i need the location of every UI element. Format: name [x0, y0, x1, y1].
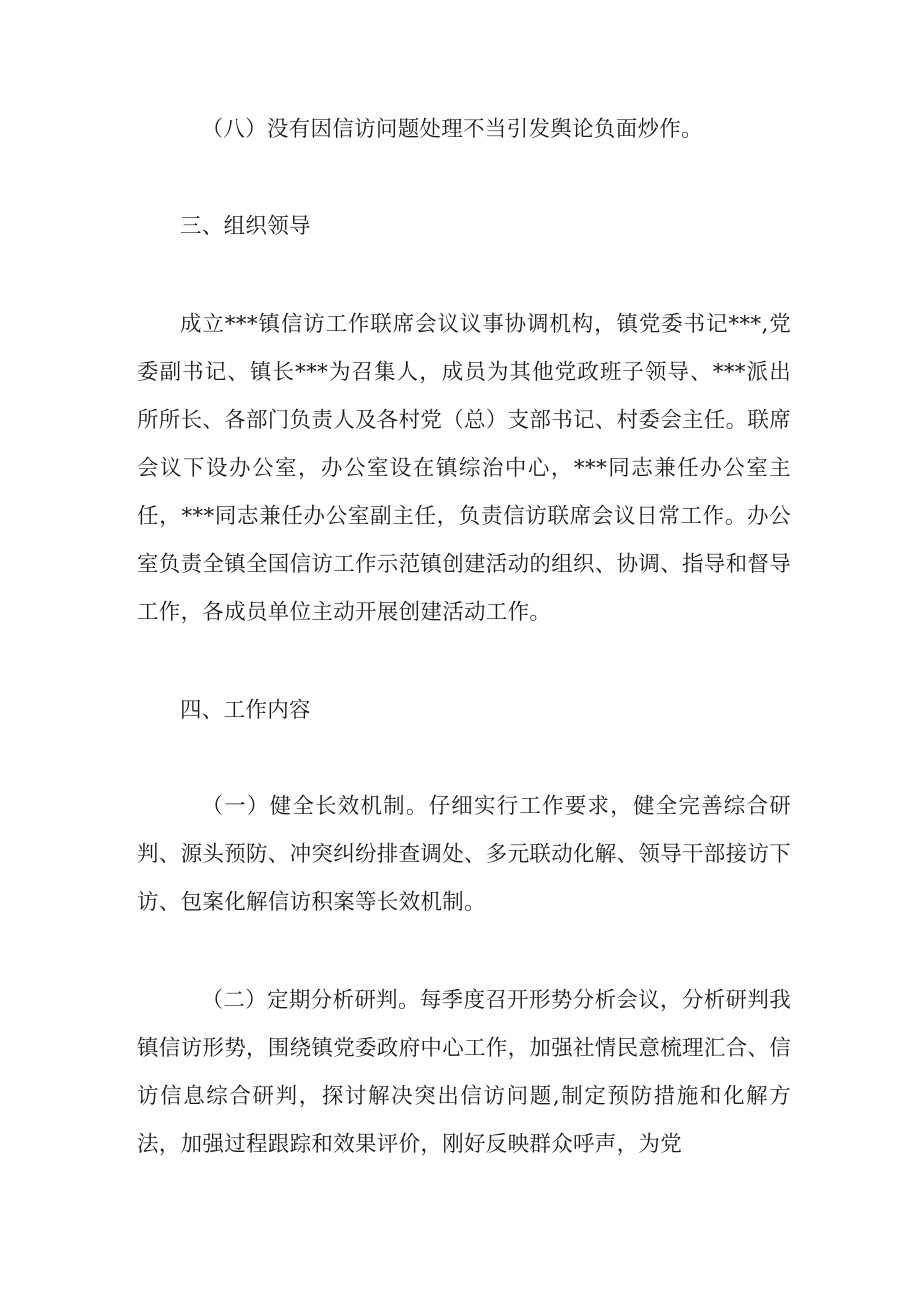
section-heading-work-content: 四、工作内容 — [180, 698, 311, 723]
paragraph-item-1: （一）健全长效机制。仔细实行工作要求，健全完善综合研判、源头预防、冲突纠纷排查调处、多元联动化解、领导干部接访下访、包案化解信访积案等长效机制。 — [137, 794, 792, 915]
paragraph-item-2: （二）定期分析研判。每季度召开形势分析会议，分析研判我镇信访形势，围绕镇党委政府中心工作，加强社情民意梳理汇合、信访信息综合研判，探讨解决突出信访问题,制定预防措施和化解方法，加强过程跟踪和效果评价，刚好反映群众呼声，为党 — [137, 988, 792, 1157]
paragraph-item-8: （八）没有因信访问题处理不当引发舆论负面炒作。 — [201, 117, 703, 142]
section-heading-organization: 三、组织领导 — [180, 214, 311, 239]
paragraph-organization: 成立***镇信访工作联席会议议事协调机构，镇党委书记***,党委副书记、镇长***为召集人，成员为其他党政班子领导、***派出所所长、各部门负责人及各村党（总）支部书记、村委会主任。联席会议下设办公室，办公室设在镇综治中心，***同志兼任办公室主任，***同志兼任办公室副主任，负责信访联席会议日常工作。办公室负责全镇全国信访工作示范镇创建活动的组织、协调、指导和督导工作，各成员单位主动开展创建活动工作。 — [137, 312, 792, 625]
